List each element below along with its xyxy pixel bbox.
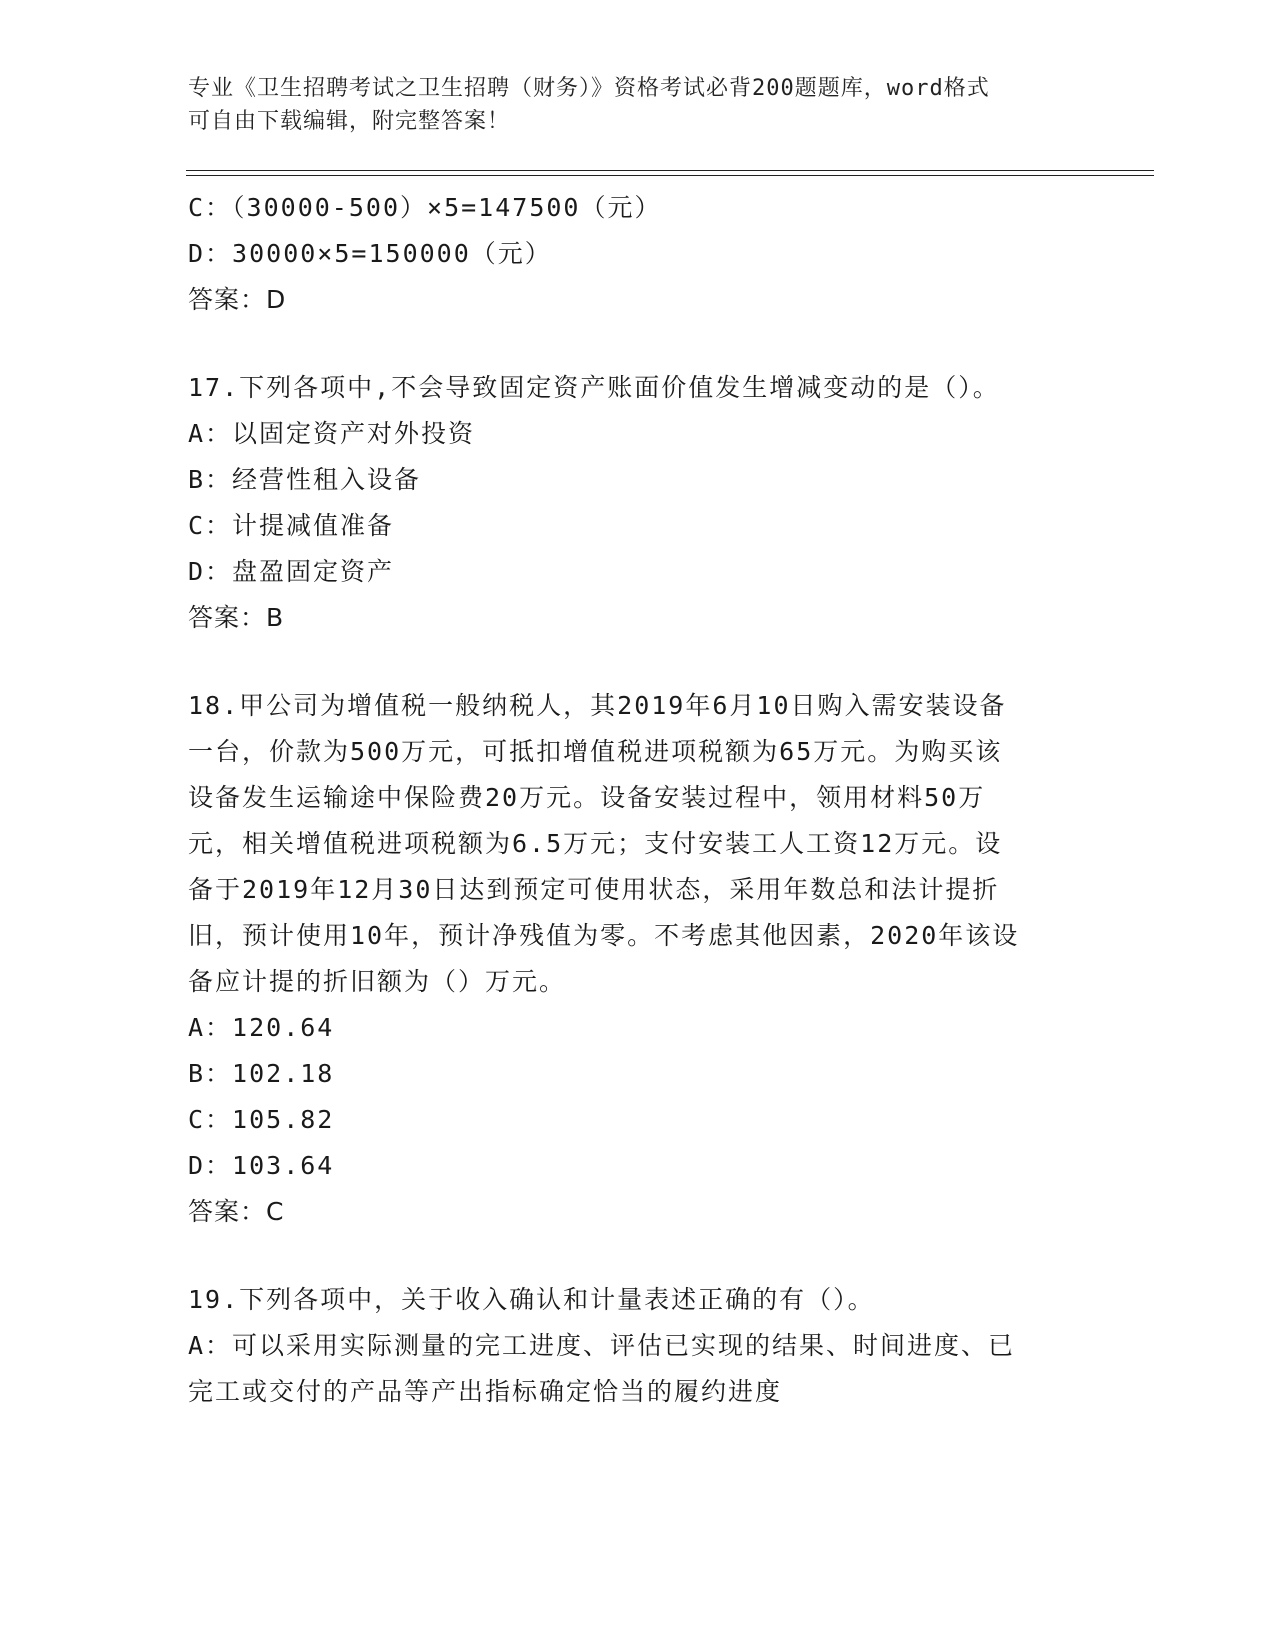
q17-answer: 答案：B: [188, 603, 285, 632]
q19-option-a-line: 完工或交付的产品等产出指标确定恰当的履约进度: [188, 1377, 783, 1406]
header-line-2: 可自由下载编辑，附完整答案！: [188, 109, 511, 134]
q18-question-line: 设备发生运输途中保险费20万元。设备安装过程中，领用材料50万: [188, 783, 986, 812]
q18-option-c: C：105.82: [188, 1105, 335, 1134]
q17-option-c: C：计提减值准备: [188, 511, 395, 540]
header-divider-bottom: [186, 175, 1154, 176]
q18-question-line: 旧，预计使用10年，预计净残值为零。不考虑其他因素，2020年该设: [188, 921, 1020, 950]
q18-question: [188, 683, 1088, 1005]
q18-question-line: 备于2019年12月30日达到预定可使用状态，采用年数总和法计提折: [188, 875, 1000, 904]
q18-question-line: 一台，价款为500万元，可抵扣增值税进项税额为65万元。为购买该: [188, 737, 1003, 766]
question-18: [188, 683, 1088, 1235]
q16-option-c: C：（30000-500）×5=147500（元）: [188, 193, 662, 222]
q17-option-b: B：经营性租入设备: [188, 465, 422, 494]
q16-answer: 答案：D: [188, 285, 287, 314]
q19-question: 19.下列各项中，关于收入确认和计量表述正确的有（）。: [188, 1285, 875, 1314]
q18-option-d: D：103.64: [188, 1151, 335, 1180]
q16-option-d: D：30000×5=150000（元）: [188, 239, 552, 268]
q17-option-d: D：盘盈固定资产: [188, 557, 395, 586]
header-line-1: 专业《卫生招聘考试之卫生招聘（财务）》资格考试必背200题题库，word格式: [188, 76, 990, 101]
q18-answer: 答案：C: [188, 1197, 285, 1226]
header-divider-top: [186, 170, 1154, 171]
question-17: [188, 365, 1088, 641]
question-19: [188, 1277, 1088, 1415]
q18-option-b: B：102.18: [188, 1059, 335, 1088]
q18-question-line: 备应计提的折旧额为（）万元。: [188, 967, 567, 996]
q17-option-a: A：以固定资产对外投资: [188, 419, 476, 448]
q19-option-a-line: A：可以采用实际测量的完工进度、评估已实现的结果、时间进度、已: [188, 1331, 1016, 1360]
q17-question: 17.下列各项中,不会导致固定资产账面价值发生增减变动的是（）。: [188, 373, 1000, 402]
document-header: [188, 72, 1088, 138]
q18-option-a: A：120.64: [188, 1013, 335, 1042]
q18-question-line: 元，相关增值税进项税额为6.5万元；支付安装工人工资12万元。设: [188, 829, 1003, 858]
question-16-tail: [188, 185, 1088, 323]
document-body: [188, 185, 1088, 1415]
q18-question-line: 18.甲公司为增值税一般纳税人，其2019年6月10日购入需安装设备: [188, 691, 1007, 720]
